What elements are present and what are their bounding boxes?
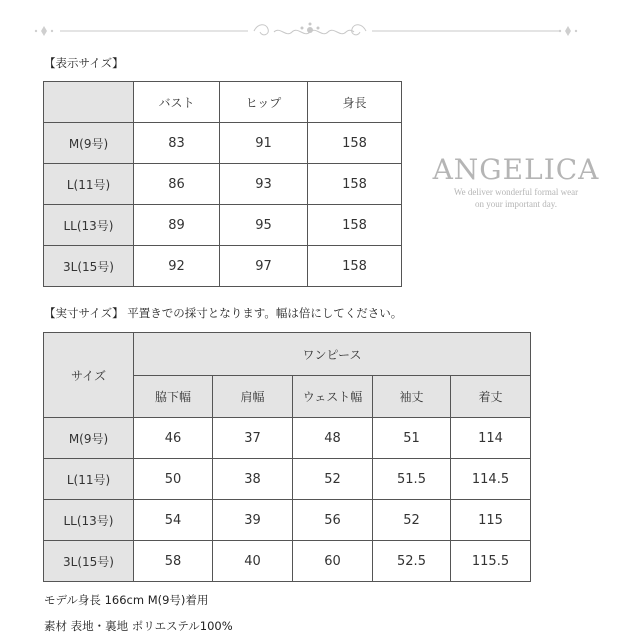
- cell-underarm-width: 58: [134, 541, 213, 582]
- table-row: [44, 246, 402, 287]
- col-header-onepiece: ワンピース: [134, 333, 531, 376]
- cell-height: 158: [308, 205, 402, 246]
- table-row: [44, 123, 402, 164]
- cell-waist-width: 60: [293, 541, 373, 582]
- table-row: [44, 459, 531, 500]
- cell-shoulder-width: 39: [213, 500, 293, 541]
- brand-tagline-line-2: on your important day.: [475, 199, 557, 209]
- cell-sleeve-length: 51.5: [373, 459, 451, 500]
- brand-block: [428, 154, 604, 210]
- cell-bust: 92: [134, 246, 220, 287]
- col-header-waist-width: ウェスト幅: [293, 376, 373, 418]
- cell-hip: 91: [220, 123, 308, 164]
- display-size-header-row: [44, 82, 402, 123]
- col-header-sleeve-length: 袖丈: [373, 376, 451, 418]
- col-header-hip: ヒップ: [220, 82, 308, 123]
- brand-logo: ANGELICA: [432, 153, 600, 186]
- cell-dress-length: 115: [451, 500, 531, 541]
- cell-waist-width: 52: [293, 459, 373, 500]
- cell-hip: 93: [220, 164, 308, 205]
- col-header-bust: バスト: [134, 82, 220, 123]
- header-corner: [44, 82, 134, 123]
- cell-underarm-width: 46: [134, 418, 213, 459]
- cell-shoulder-width: 40: [213, 541, 293, 582]
- header-ornament: [0, 18, 640, 44]
- row-label-size: 3L(15号): [44, 541, 134, 582]
- cell-sleeve-length: 52.5: [373, 541, 451, 582]
- cell-sleeve-length: 52: [373, 500, 451, 541]
- col-header-underarm-width: 脇下幅: [134, 376, 213, 418]
- cell-underarm-width: 50: [134, 459, 213, 500]
- display-size-table: [43, 81, 402, 287]
- cell-bust: 89: [134, 205, 220, 246]
- actual-size-title: 【実寸サイズ】 平置きでの採寸となります。幅は倍にしてください。: [44, 306, 403, 320]
- cell-dress-length: 114: [451, 418, 531, 459]
- model-note: モデル身長 166cm M(9号)着用: [44, 593, 209, 607]
- cell-waist-width: 56: [293, 500, 373, 541]
- table-row: [44, 205, 402, 246]
- row-label-size: LL(13号): [44, 500, 134, 541]
- table-row: [44, 541, 531, 582]
- cell-underarm-width: 54: [134, 500, 213, 541]
- cell-bust: 86: [134, 164, 220, 205]
- row-label-size: M(9号): [44, 123, 134, 164]
- row-label-size: LL(13号): [44, 205, 134, 246]
- material-note: 素材 表地・裏地 ポリエステル100%: [44, 619, 233, 633]
- cell-shoulder-width: 37: [213, 418, 293, 459]
- row-label-size: 3L(15号): [44, 246, 134, 287]
- cell-height: 158: [308, 123, 402, 164]
- cell-sleeve-length: 51: [373, 418, 451, 459]
- row-label-size: L(11号): [44, 459, 134, 500]
- col-header-shoulder-width: 肩幅: [213, 376, 293, 418]
- cell-waist-width: 48: [293, 418, 373, 459]
- row-label-size: M(9号): [44, 418, 134, 459]
- cell-dress-length: 114.5: [451, 459, 531, 500]
- cell-dress-length: 115.5: [451, 541, 531, 582]
- table-row: [44, 164, 402, 205]
- row-label-size: L(11号): [44, 164, 134, 205]
- brand-tagline-line-1: We deliver wonderful formal wear: [453, 187, 579, 197]
- cell-shoulder-width: 38: [213, 459, 293, 500]
- cell-bust: 83: [134, 123, 220, 164]
- cell-hip: 97: [220, 246, 308, 287]
- actual-size-table: [43, 332, 531, 582]
- col-header-height: 身長: [308, 82, 402, 123]
- table-row: [44, 500, 531, 541]
- display-size-title: 【表示サイズ】: [44, 56, 124, 70]
- table-row: [44, 418, 531, 459]
- cell-height: 158: [308, 246, 402, 287]
- actual-size-header-row: [44, 333, 531, 376]
- col-header-size: サイズ: [44, 333, 134, 418]
- col-header-dress-length: 着丈: [451, 376, 531, 418]
- cell-height: 158: [308, 164, 402, 205]
- cell-hip: 95: [220, 205, 308, 246]
